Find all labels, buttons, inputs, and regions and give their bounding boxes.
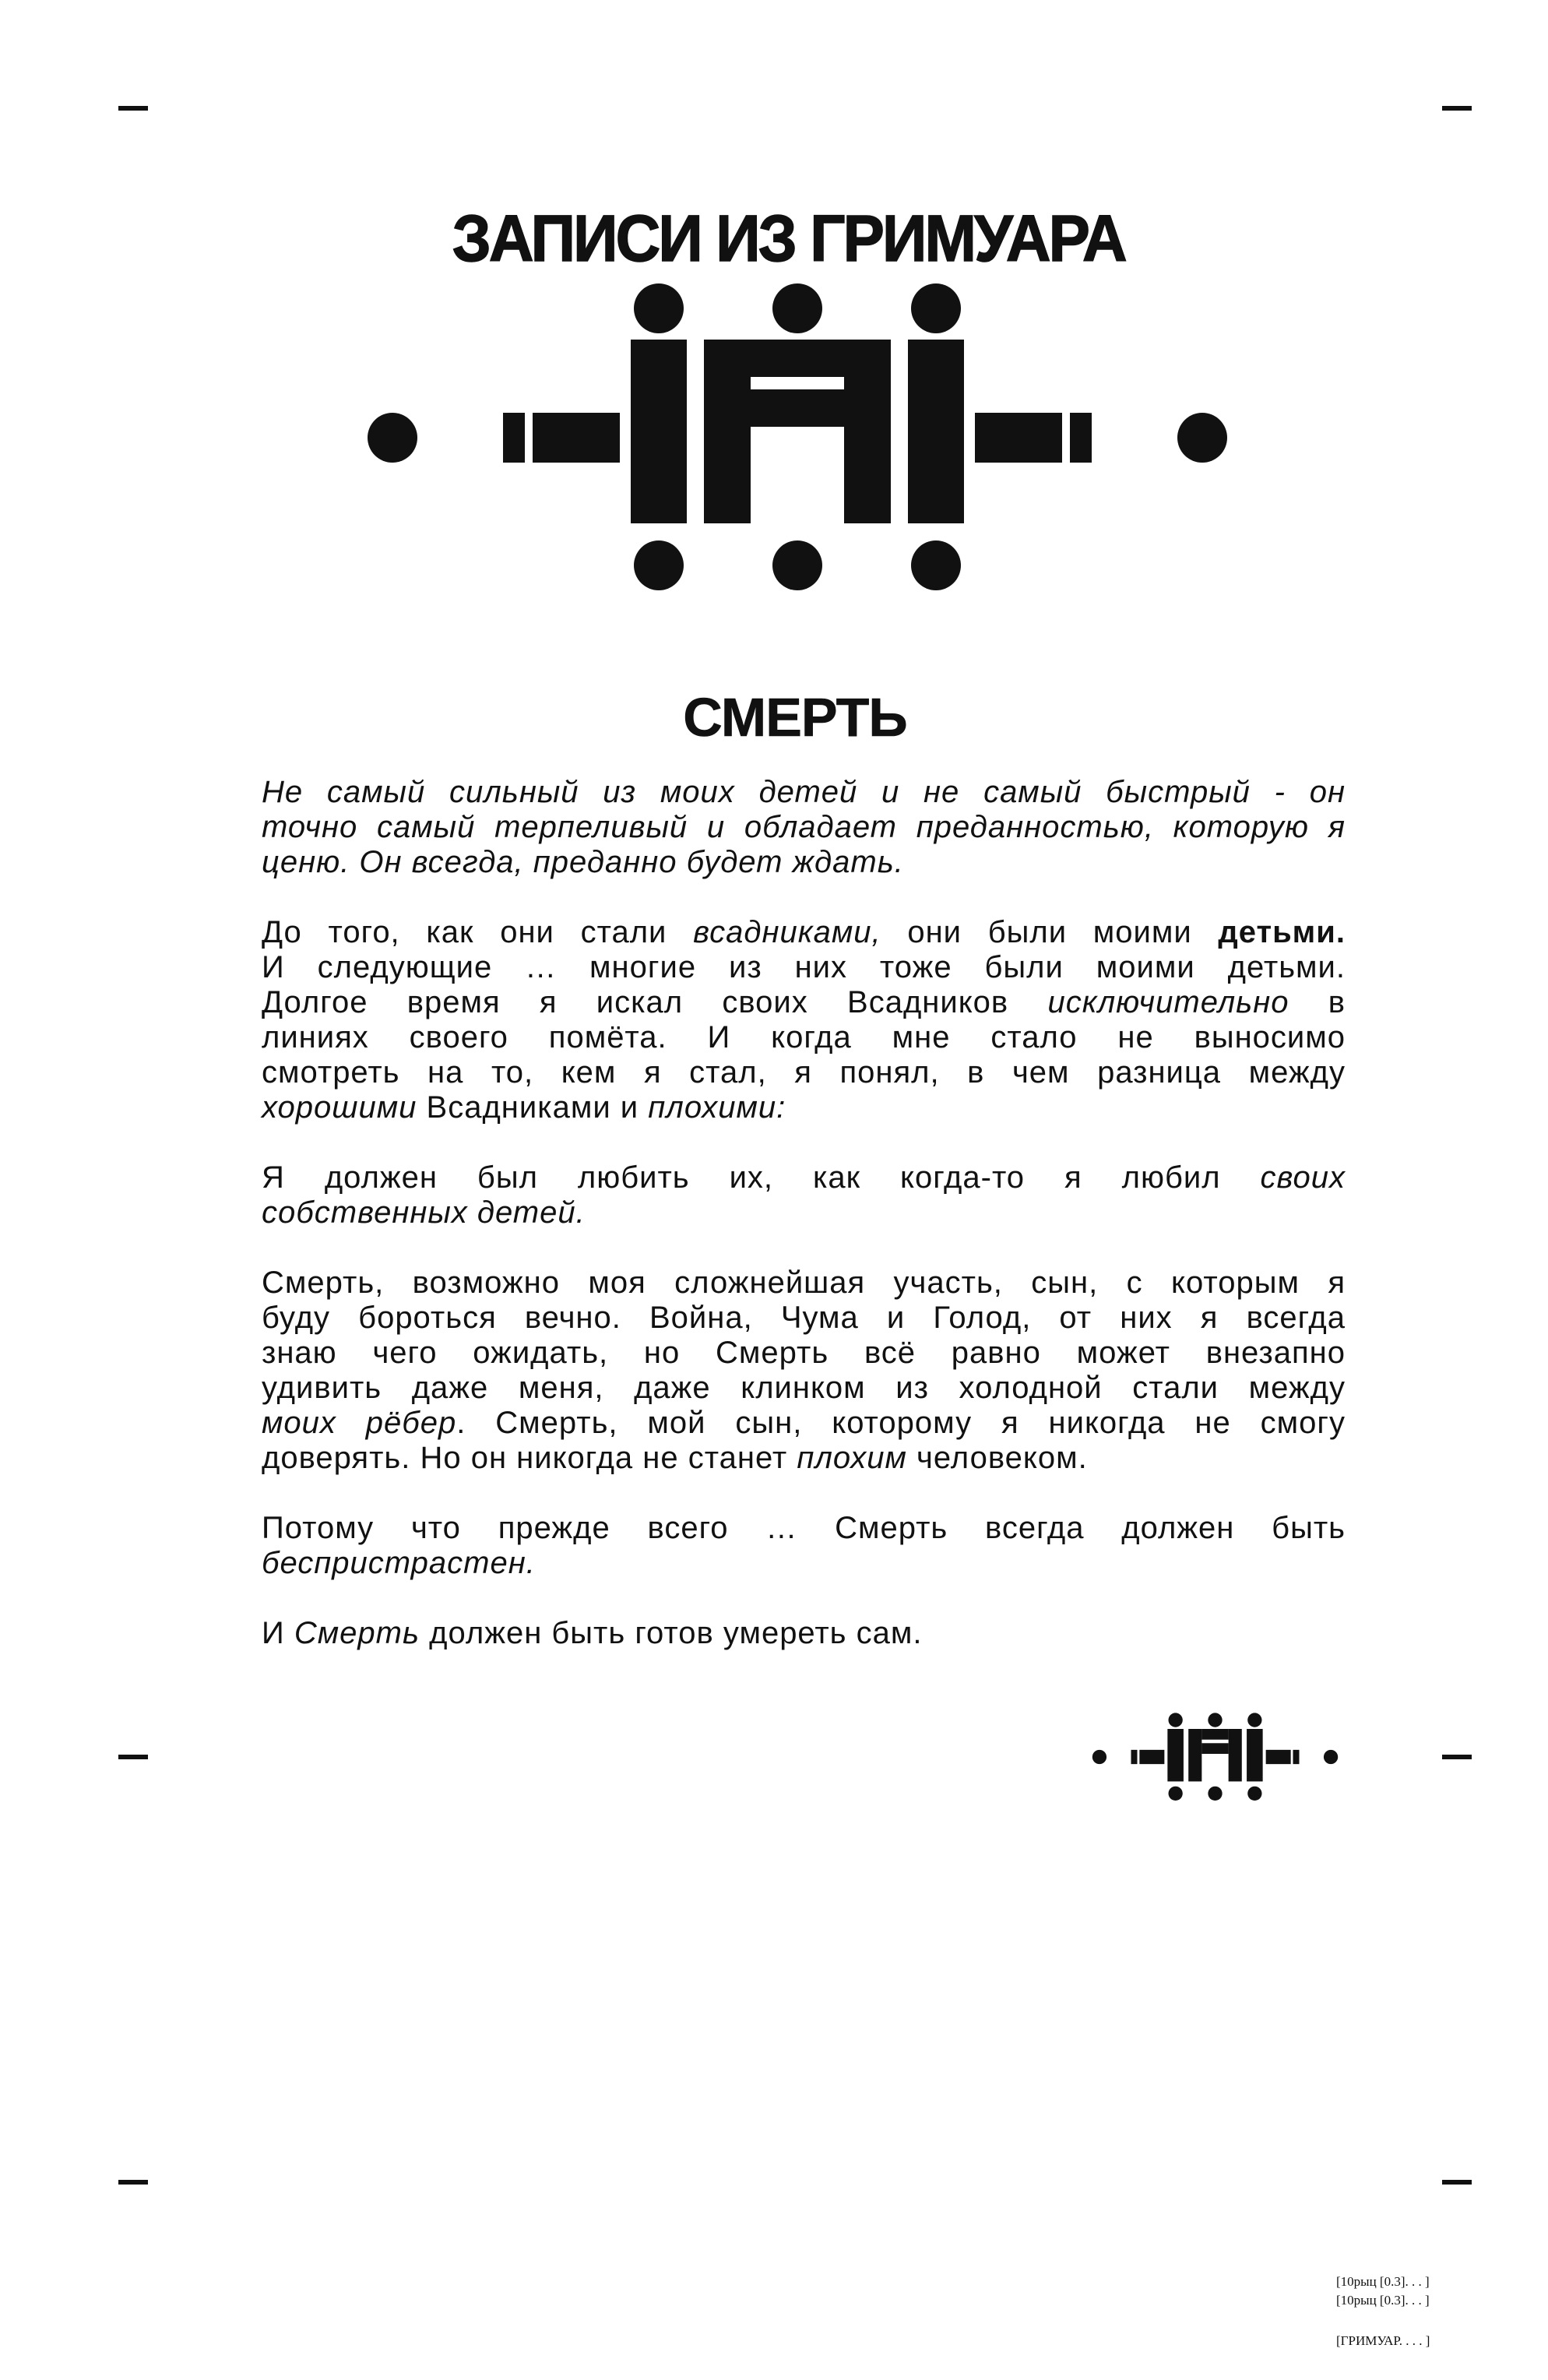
text-run: удивить даже меня, даже клинком из холодной стали между (262, 1371, 1346, 1405)
italic-text: исключительно (1047, 985, 1289, 1019)
crop-mark (1442, 1755, 1472, 1759)
text-run: линиях своего помёта. И когда мне стало не выносимо (262, 1020, 1346, 1054)
body-text (262, 775, 1346, 1651)
paragraph (262, 915, 1346, 1125)
emblem-dot (368, 413, 417, 463)
text-run: Потому что прежде всего … Смерть всегда должен быть (262, 1511, 1346, 1545)
italic-text: Не самый сильный из моих детей и не самый быстрый - он (262, 775, 1346, 809)
text-run: в (1289, 985, 1346, 1019)
crop-mark (1442, 106, 1472, 111)
text-run: Я должен был любить их, как когда-то я любил (262, 1160, 1261, 1195)
crop-mark (118, 1755, 148, 1759)
crop-mark (118, 106, 148, 111)
text-line (262, 915, 1346, 950)
text-run: они были моими (881, 915, 1219, 949)
text-line (262, 1055, 1346, 1090)
text-line (262, 1160, 1346, 1195)
paragraph (262, 1266, 1346, 1476)
paragraph (262, 1160, 1346, 1230)
emblem-dash (1070, 413, 1092, 463)
emblem-a-glyph (704, 340, 891, 523)
italic-text: моих рёбер (262, 1406, 457, 1440)
text-line (262, 1441, 1346, 1476)
text-line (262, 1406, 1346, 1441)
text-line (262, 1616, 1346, 1651)
italic-text: плохим (797, 1441, 907, 1475)
text-line (262, 1546, 1346, 1581)
italic-text: хорошими (262, 1090, 417, 1125)
text-run: человеком. (906, 1441, 1088, 1475)
emblem-bar (631, 340, 687, 523)
emblem-small (1089, 1710, 1342, 1804)
text-run: должен быть готов умереть сам. (420, 1616, 923, 1650)
text-line (262, 1195, 1346, 1230)
emblem-dot (634, 540, 684, 590)
section-heading: СМЕРТЬ (683, 687, 907, 748)
text-line (262, 1336, 1346, 1371)
text-line (262, 950, 1346, 985)
page-title-wrap (30, 202, 1548, 275)
italic-text: точно самый терпеливый и обладает преданностью, которую я (262, 810, 1346, 844)
text-run: И (262, 1616, 294, 1650)
italic-text: своих (1260, 1160, 1346, 1195)
text-line (262, 1020, 1346, 1055)
text-line (262, 845, 1346, 880)
emblem-dash (533, 413, 620, 463)
italic-text: плохими: (648, 1090, 786, 1125)
text-line (262, 775, 1346, 810)
text-run: Всадниками и (417, 1090, 649, 1125)
text-line (262, 1511, 1346, 1546)
text-run: И следующие … многие из них тоже были моими детьми. (262, 950, 1346, 984)
text-line (262, 1266, 1346, 1301)
crop-mark (1442, 2180, 1472, 2185)
emblem-dot (634, 283, 684, 333)
emblem-dot (772, 540, 822, 590)
printer-marks (1336, 2273, 1523, 2350)
emblem-dot (1177, 413, 1227, 463)
text-line (262, 810, 1346, 845)
text-run: знаю чего ожидать, но Смерть всё равно может внезапно (262, 1336, 1346, 1370)
text-line (262, 1301, 1346, 1336)
bold-text: детьми. (1218, 915, 1346, 949)
text-run: буду бороться вечно. Война, Чума и Голод, от них я всегда (262, 1301, 1346, 1335)
crop-mark (118, 2180, 148, 2185)
printer-mark: [ГРИМУАР. . . . ] (1336, 2333, 1430, 2348)
emblem-dash (975, 413, 1062, 463)
paragraph (262, 775, 1346, 880)
emblem-dash (503, 413, 525, 463)
text-run: смотреть на то, кем я стал, я понял, в чем разница между (262, 1055, 1346, 1090)
printer-mark: [10рыц [0.3]. . . ] (1336, 2293, 1430, 2308)
italic-text: Смерть (294, 1616, 420, 1650)
emblem-bar (908, 340, 964, 523)
paragraph (262, 1616, 1346, 1651)
text-run: доверять. Но он никогда не станет (262, 1441, 797, 1475)
italic-text: ценю. Он всегда, преданно будет ждать. (262, 845, 904, 879)
paragraph (262, 1511, 1346, 1581)
italic-text: собственных детей. (262, 1195, 586, 1230)
text-run: . Смерть, мой сын, которому я никогда не смогу (456, 1406, 1346, 1440)
text-line (262, 985, 1346, 1020)
text-run: До того, как они стали (262, 915, 694, 949)
italic-text: всадниками, (693, 915, 881, 949)
emblem-dot (911, 540, 961, 590)
text-run: Долгое время я искал своих Всадников (262, 985, 1048, 1019)
emblem-dot (772, 283, 822, 333)
text-line (262, 1090, 1346, 1125)
text-line (262, 1371, 1346, 1406)
text-run: Смерть, возможно моя сложнейшая участь, сын, с которым я (262, 1266, 1346, 1300)
emblem-large (355, 274, 1240, 601)
italic-text: беспристрастен. (262, 1546, 536, 1580)
printer-mark: [10рыц [0.3]. . . ] (1336, 2274, 1430, 2289)
page-title: ЗАПИСИ ИЗ ГРИМУАРА (452, 202, 1126, 275)
emblem-dot (911, 283, 961, 333)
